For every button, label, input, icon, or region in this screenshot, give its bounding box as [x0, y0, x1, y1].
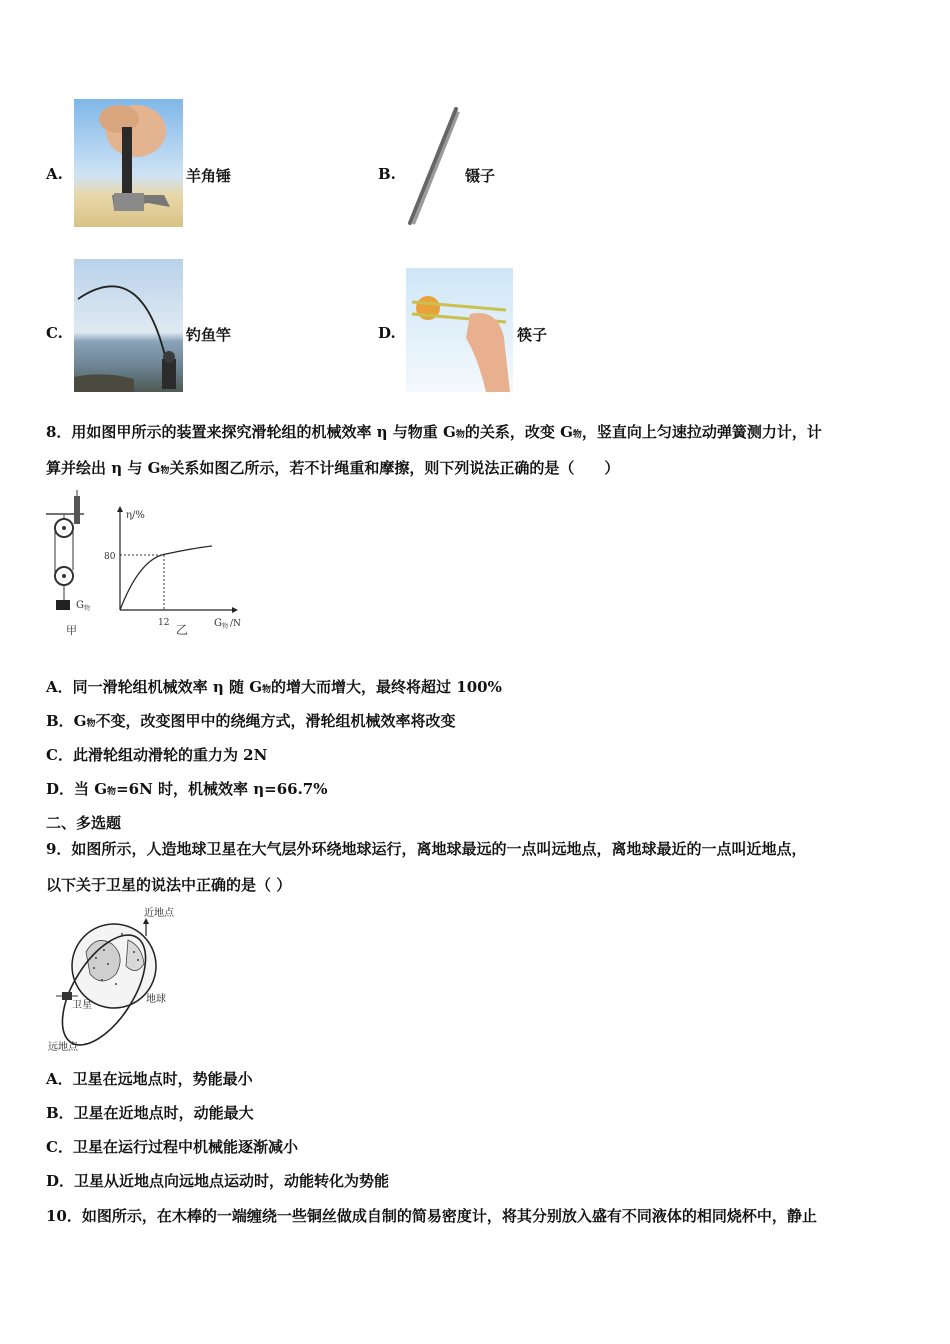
q9-option-b: B．卫星在近地点时，动能最大 — [46, 1104, 254, 1122]
svg-text:甲: 甲 — [66, 624, 77, 637]
fishing-rod-image — [74, 259, 183, 392]
svg-text:12: 12 — [158, 618, 170, 628]
option-text-d: 筷子 — [517, 326, 548, 344]
q8-option-a: A．同一滑轮组机械效率 η 随 G物的增大而增大，最终将超过 100% — [46, 678, 502, 696]
q8-stem-line2: 算并绘出 η 与 G物关系如图乙所示，若不计绳重和摩擦，则下列说法正确的是（ ） — [46, 459, 620, 477]
svg-text:物: 物 — [84, 605, 91, 612]
q8-stem-line1: 8．用如图甲所示的装置来探究滑轮组的机械效率 η 与物重 G物的关系，改变 G物，竖直向上匀速拉动弹簧测力计，计 — [46, 423, 822, 441]
svg-text:80: 80 — [104, 552, 116, 562]
satellite-orbit-figure — [46, 904, 186, 1056]
q9-stem-line1: 9．如图所示，人造地球卫星在大气层外环绕地球运行，离地球最远的一点叫远地点，离地球最近的一点叫近地点， — [46, 840, 807, 858]
svg-text:乙: 乙 — [176, 623, 189, 637]
q8-option-d: D．当 G物=6N 时，机械效率 η=66.7% — [46, 780, 328, 798]
chopsticks-image — [406, 268, 513, 392]
svg-text:近地点: 近地点 — [144, 908, 174, 919]
q8-option-c: C．此滑轮组动滑轮的重力为 2N — [46, 746, 268, 764]
svg-text:地球: 地球 — [146, 994, 166, 1005]
q9-option-d: D．卫星从近地点向远地点运动时，动能转化为势能 — [46, 1172, 390, 1190]
svg-text:G: G — [214, 618, 222, 629]
svg-text:卫星: 卫星 — [72, 1000, 92, 1011]
section-heading: 二、多选题 — [46, 814, 122, 832]
option-text-a: 羊角锤 — [186, 167, 232, 185]
svg-text:/N: /N — [230, 619, 241, 629]
option-letter-b: B. — [378, 165, 396, 183]
q9-option-a: A．卫星在远地点时，势能最小 — [46, 1070, 253, 1088]
q8-figure — [44, 488, 248, 638]
efficiency-chart — [44, 488, 248, 638]
option-letter-a: A. — [46, 165, 63, 183]
q9-option-c: C．卫星在运行过程中机械能逐渐减小 — [46, 1138, 298, 1156]
q10-stem-line1: 10．如图所示，在木棒的一端缠绕一些铜丝做成自制的简易密度计，将其分别放入盛有不同液体的相同烧杯中，静止 — [46, 1207, 817, 1225]
option-letter-d: D. — [378, 324, 396, 342]
option-text-c: 钓鱼竿 — [186, 326, 232, 344]
q9-stem-line2: 以下关于卫星的说法中正确的是（ ） — [46, 876, 292, 894]
svg-text:G: G — [76, 600, 84, 611]
hammer-image — [74, 99, 183, 227]
svg-text:η/%: η/% — [126, 510, 145, 521]
svg-text:物: 物 — [222, 623, 229, 630]
option-text-b: 镊子 — [465, 167, 496, 185]
svg-text:远地点: 远地点 — [48, 1042, 78, 1053]
q8-option-b: B．G物不变，改变图甲中的绕绳方式，滑轮组机械效率将改变 — [46, 712, 456, 730]
option-letter-c: C. — [46, 324, 63, 342]
tweezers-image — [400, 105, 462, 229]
